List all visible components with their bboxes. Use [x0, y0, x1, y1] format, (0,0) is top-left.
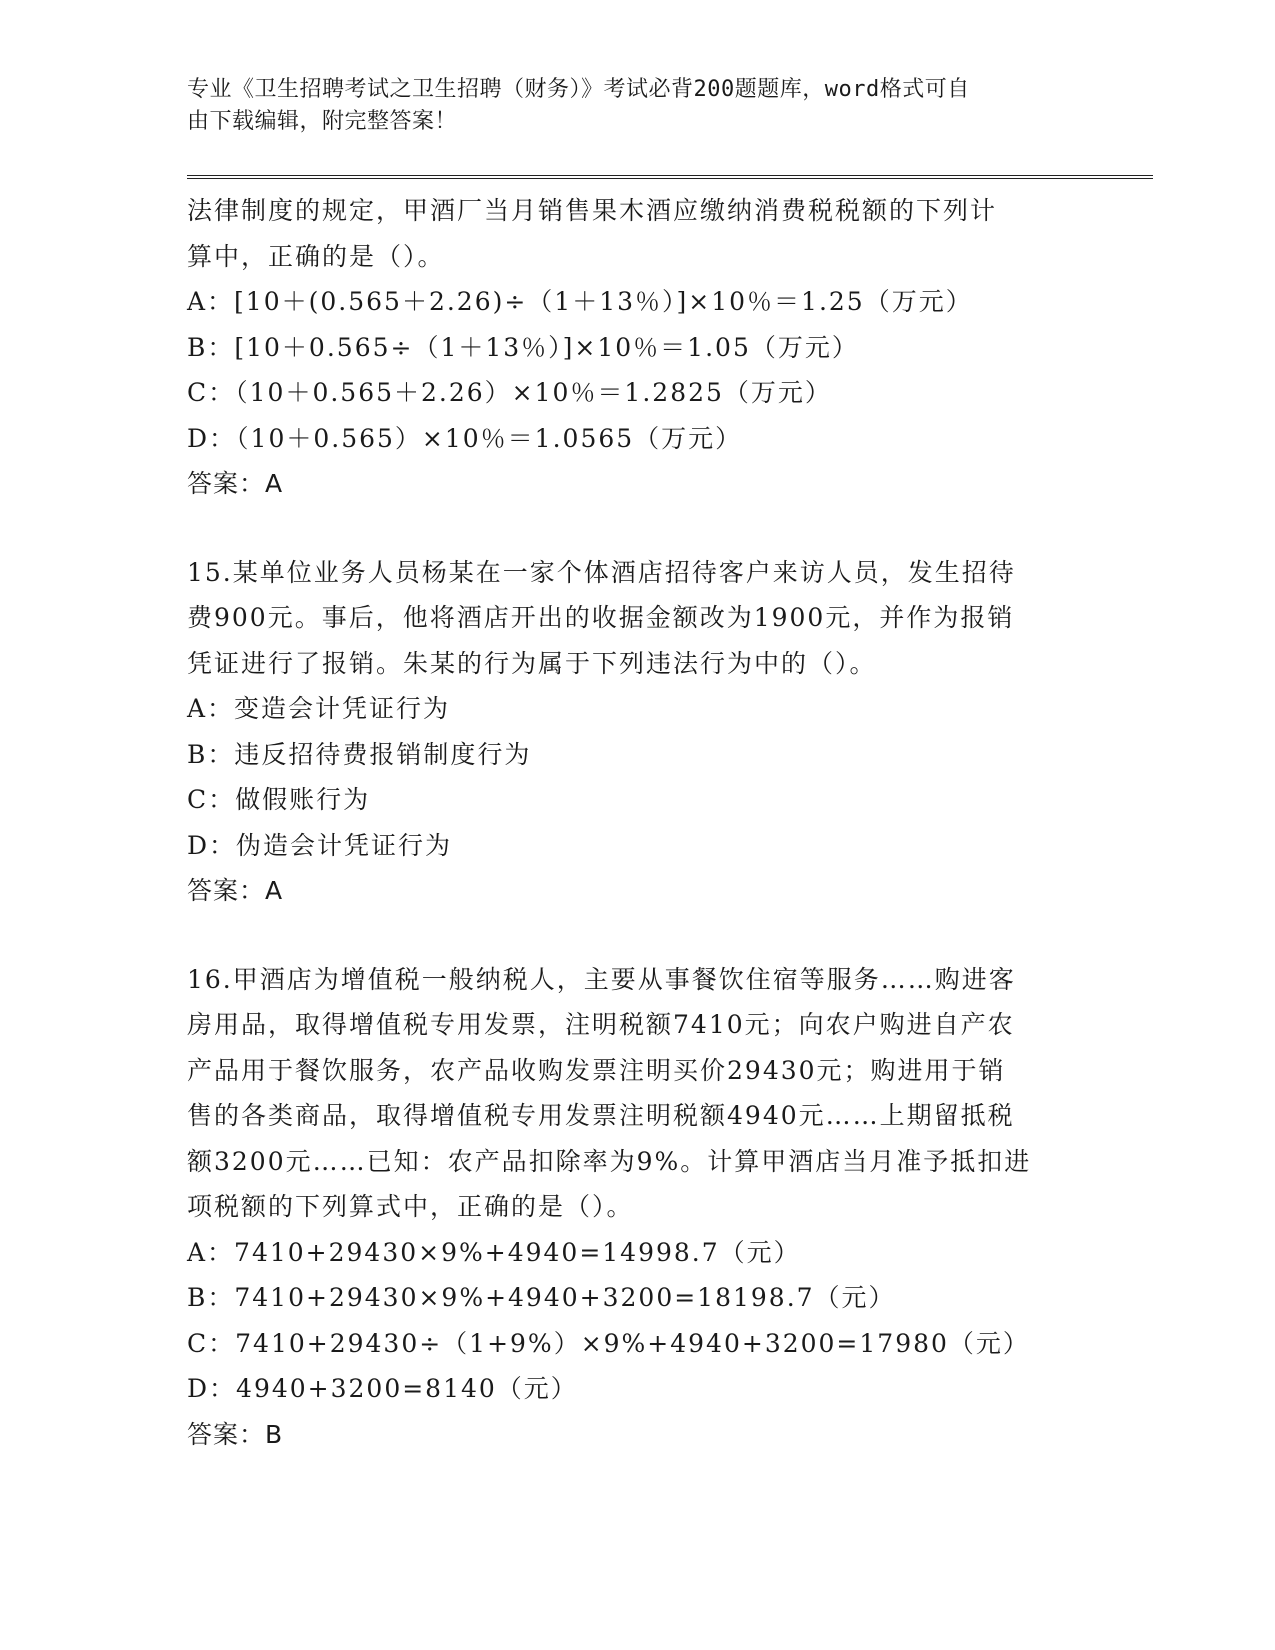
- option-d: D：4940+3200=8140（元）: [187, 1374, 578, 1403]
- question-14: [187, 188, 1087, 507]
- question-stem-line: 产品用于餐饮服务，农产品收购发票注明买价29430元；购进用于销: [187, 1055, 1006, 1085]
- question-stem-line: 项税额的下列算式中，正确的是（）。: [187, 1192, 634, 1221]
- option-a: A：变造会计凭证行为: [187, 694, 451, 723]
- question-stem-line: 算中，正确的是（）。: [187, 241, 445, 271]
- question-spacer: [187, 507, 1087, 550]
- question-stem-line: 法律制度的规定，甲酒厂当月销售果木酒应缴纳消费税税额的下列计: [187, 196, 998, 225]
- option-b: B：7410+29430×9%+4940+3200=18198.7（元）: [187, 1283, 896, 1312]
- question-stem-line: 16.甲酒店为增值税一般纳税人，主要从事餐饮住宿等服务……购进客: [187, 964, 1016, 994]
- header-title-line-2: 由下载编辑，附完整答案！: [187, 109, 458, 134]
- answer-line: 答案：B: [187, 1419, 284, 1449]
- question-stem-line: 房用品，取得增值税专用发票，注明税额7410元；向农户购进自产农: [187, 1010, 1015, 1039]
- option-c: C：（10＋0.565＋2.26）×10％＝1.2825（万元）: [187, 378, 832, 407]
- header-title-line-1: 专业《卫生招聘考试之卫生招聘（财务）》考试必背200题题库，word格式可自: [187, 77, 970, 102]
- option-a: A：[10＋(0.565＋2.26)÷（1＋13％）]×10％＝1.25（万元）: [187, 287, 973, 316]
- question-stem-line: 凭证进行了报销。朱某的行为属于下列违法行为中的（）。: [187, 648, 877, 678]
- question-stem-line: 15.某单位业务人员杨某在一家个体酒店招待客户来访人员，发生招待: [187, 557, 1016, 587]
- header-divider: [187, 175, 1153, 179]
- option-c: C：做假账行为: [187, 785, 371, 814]
- option-d: D：（10＋0.565）×10％＝1.0565（万元）: [187, 423, 743, 453]
- question-16: [187, 957, 1087, 1458]
- option-b: B：[10＋0.565÷（1＋13％）]×10％＝1.05（万元）: [187, 332, 859, 362]
- question-15: [187, 550, 1087, 914]
- document-body: [187, 188, 1087, 1457]
- answer-line: 答案：A: [187, 876, 284, 905]
- question-stem-line: 费900元。事后，他将酒店开出的收据金额改为1900元，并作为报销: [187, 603, 1015, 632]
- question-stem-line: 额3200元……已知：农产品扣除率为9%。计算甲酒店当月准予抵扣进: [187, 1146, 1032, 1176]
- option-a: A：7410+29430×9%+4940=14998.7（元）: [187, 1237, 801, 1267]
- question-stem-line: 售的各类商品，取得增值税专用发票注明税额4940元……上期留抵税: [187, 1101, 1015, 1130]
- document-header: [187, 74, 1067, 138]
- answer-line: 答案：A: [187, 469, 284, 498]
- option-b: B：违反招待费报销制度行为: [187, 739, 532, 769]
- option-d: D：伪造会计凭证行为: [187, 830, 453, 860]
- option-c: C：7410+29430÷（1+9%）×9%+4940+3200=17980（元）: [187, 1328, 1030, 1358]
- question-spacer: [187, 914, 1087, 957]
